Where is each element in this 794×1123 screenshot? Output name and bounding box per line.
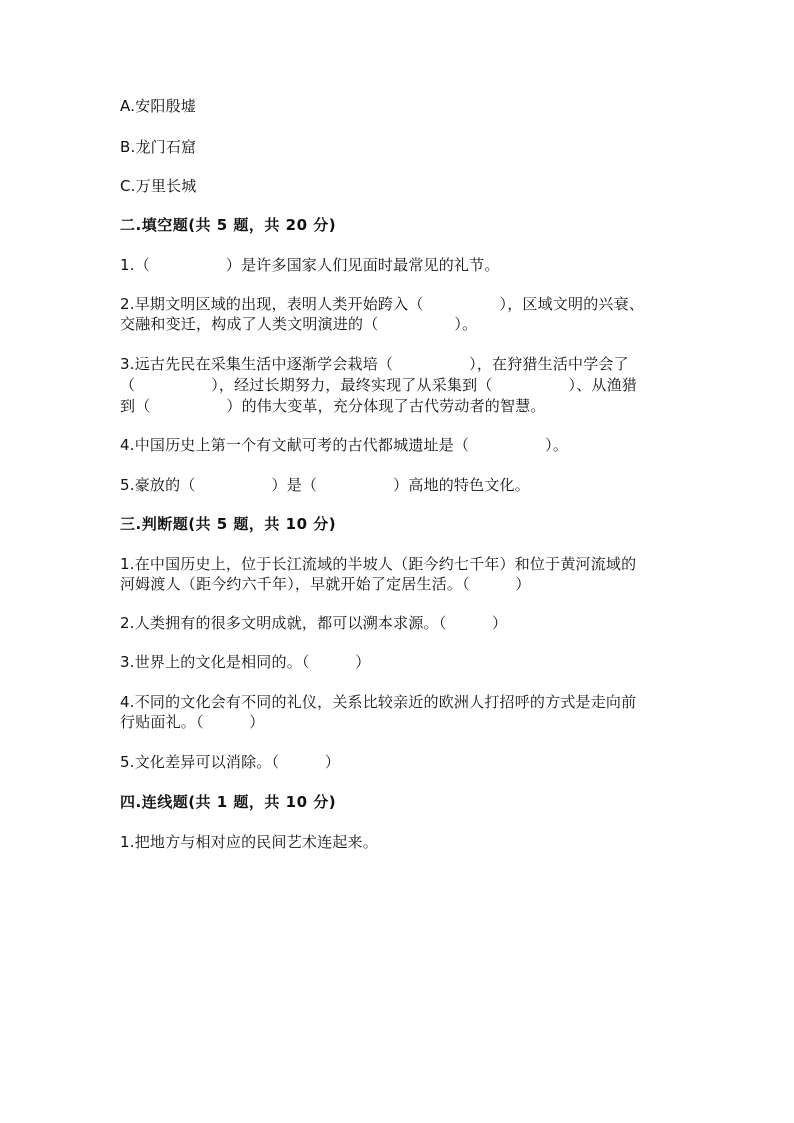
option-c: C.万里长城	[120, 177, 197, 195]
fill-question-4: 4.中国历史上第一个有文献可考的古代都城遗址是（ ）。	[120, 436, 569, 454]
judge-question-2: 2.人类拥有的很多文明成就，都可以溯本求源。（ ）	[120, 614, 508, 632]
fill-question-2-line-2: 交融和变迁，构成了人类文明演进的（ ）。	[120, 315, 478, 333]
judge-question-5: 5.文化差异可以消除。（ ）	[120, 753, 341, 771]
section-heading-matching: 四.连线题(共 1 题，共 10 分)	[120, 793, 337, 811]
fill-question-1: 1.（ ）是许多国家人们见面时最常见的礼节。	[120, 256, 500, 274]
section-heading-fill-blank: 二.填空题(共 5 题，共 20 分)	[120, 216, 337, 234]
fill-question-2-line-1: 2.早期文明区域的出现，表明人类开始跨入（ ），区域文明的兴衰、	[120, 295, 645, 313]
judge-question-1-line-2: 河姆渡人（距今约六千年），早就开始了定居生活。（ ）	[120, 575, 531, 593]
matching-question-1: 1.把地方与相对应的民间艺术连起来。	[120, 833, 378, 851]
judge-question-1-line-1: 1.在中国历史上，位于长江流域的半坡人（距今约七千年）和位于黄河流域的	[120, 555, 637, 573]
judge-question-3: 3.世界上的文化是相同的。（ ）	[120, 653, 371, 671]
option-a: A.安阳殷墟	[120, 97, 196, 115]
fill-question-3-line-2: （ ），经过长期努力，最终实现了从采集到（ ）、从渔猎	[120, 376, 638, 394]
fill-question-3-line-3: 到（ ）的伟大变革，充分体现了古代劳动者的智慧。	[120, 397, 546, 415]
fill-question-5: 5.豪放的（ ）是（ ）高地的特色文化。	[120, 476, 530, 494]
option-b: B.龙门石窟	[120, 138, 197, 156]
judge-question-4-line-2: 行贴面礼。（ ）	[120, 713, 265, 731]
judge-question-4-line-1: 4.不同的文化会有不同的礼仪，关系比较亲近的欧洲人打招呼的方式是走向前	[120, 693, 637, 711]
section-heading-true-false: 三.判断题(共 5 题，共 10 分)	[120, 515, 337, 533]
fill-question-3-line-1: 3.远古先民在采集生活中逐渐学会栽培（ ），在狩猎生活中学会了	[120, 355, 629, 373]
